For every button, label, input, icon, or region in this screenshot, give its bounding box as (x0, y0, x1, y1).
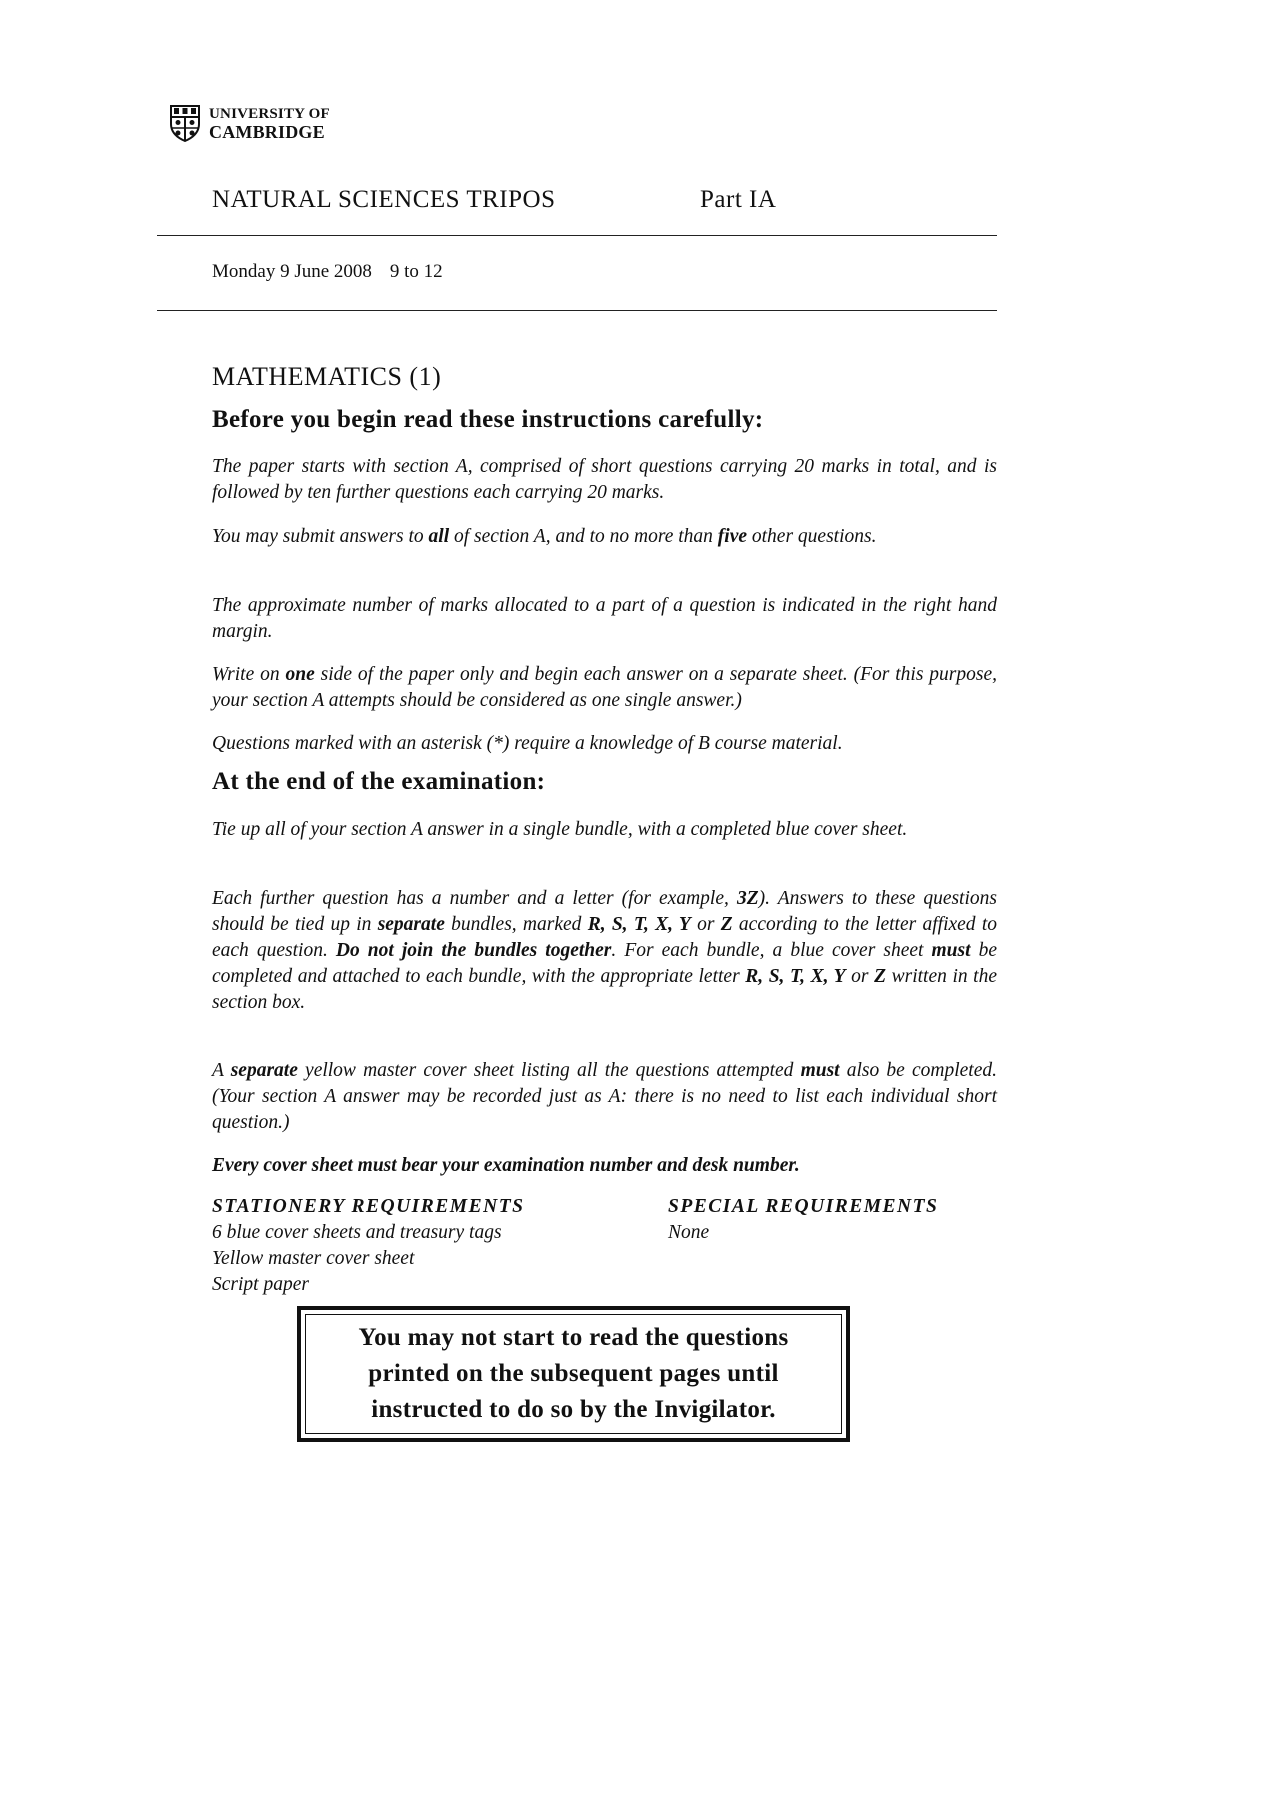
cover-sheet-instruction: Every cover sheet must bear your examination number and desk number. (212, 1155, 800, 1176)
special-item: None (668, 1222, 710, 1243)
crest-icon (169, 104, 201, 142)
notice-line-2: printed on the subsequent pages until (368, 1360, 779, 1387)
logo-line-2: CAMBRIDGE (209, 122, 325, 142)
logo-line-1: UNIVERSITY OF (209, 106, 330, 122)
stationery-item: Yellow master cover sheet (212, 1248, 415, 1269)
stationery-requirements (212, 1194, 524, 1298)
instruction-paragraph: Write on one side of the paper only and begin each answer on a separate sheet. (For this purpose, your section A attempts should be considered as one single answer.) (212, 664, 997, 711)
tripos-part: Part IA (700, 186, 777, 213)
date-divider (157, 310, 997, 311)
invigilator-notice-box (297, 1306, 850, 1442)
stationery-heading: STATIONERY REQUIREMENTS (212, 1196, 525, 1217)
special-requirements (668, 1194, 938, 1246)
stationery-item: Script paper (212, 1274, 309, 1295)
exam-date-row (212, 261, 443, 283)
tripos-header (212, 186, 777, 214)
university-logo (169, 104, 330, 142)
notice-inner-frame (305, 1314, 842, 1434)
notice-text (359, 1320, 789, 1428)
header-divider (157, 235, 997, 236)
exam-date: Monday 9 June 2008 (212, 261, 372, 282)
special-heading: SPECIAL REQUIREMENTS (668, 1196, 939, 1217)
instruction-paragraph: The paper starts with section A, comprised of short questions carrying 20 marks in total, and is followed by ten further questions each carrying 20 marks. (212, 456, 997, 503)
stationery-item: 6 blue cover sheets and treasury tags (212, 1222, 502, 1243)
tripos-name: NATURAL SCIENCES TRIPOS (212, 186, 556, 213)
notice-line-1: You may not start to read the questions (358, 1324, 789, 1351)
instruction-paragraph: The approximate number of marks allocated to a part of a question is indicated in the right hand margin. (212, 595, 997, 642)
before-heading: Before you begin read these instructions carefully: (212, 406, 764, 433)
paper-title: MATHEMATICS (1) (212, 362, 442, 391)
instruction-paragraph: Tie up all of your section A answer in a single bundle, with a completed blue cover sheet. (212, 819, 908, 840)
notice-line-3: instructed to do so by the Invigilator. (371, 1396, 776, 1423)
instruction-paragraph: A separate yellow master cover sheet listing all the questions attempted must also be completed. (Your section A answer may be recorded just as A: there is no need to list each individual short question.) (212, 1060, 997, 1133)
logo-text (209, 105, 330, 141)
end-heading: At the end of the examination: (212, 768, 546, 795)
exam-time: 9 to 12 (389, 261, 443, 282)
instruction-paragraph: Questions marked with an asterisk (*) require a knowledge of B course material. (212, 733, 843, 754)
instruction-paragraph: You may submit answers to all of section A, and to no more than five other questions. (212, 526, 877, 547)
instruction-paragraph: Each further question has a number and a letter (for example, 3Z). Answers to these questions should be tied up in separate bundles, marked R, S, T, X, Y or Z according to the letter affixed to each question. Do not join the bundles together. For each bundle, a blue cover sheet must be completed and attached to each bundle, with the appropriate letter R, S, T, X, Y or Z written in the section box. (212, 888, 998, 1013)
